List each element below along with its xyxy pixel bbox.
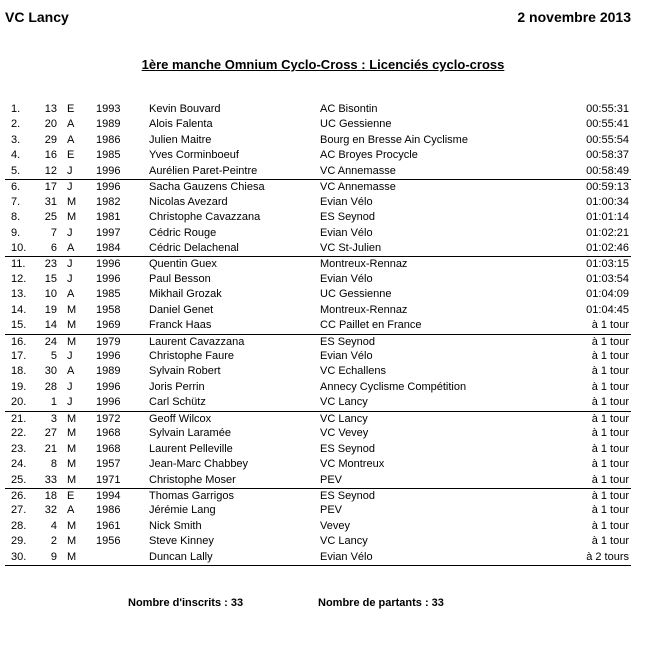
result-year: 1958 — [96, 303, 121, 316]
result-rank: 26. — [11, 489, 27, 502]
result-time: 01:03:15 — [586, 258, 629, 271]
result-row — [5, 272, 631, 287]
result-time: 00:58:49 — [586, 164, 629, 177]
result-club: Evian Vélo — [320, 272, 373, 285]
result-year: 1986 — [96, 133, 121, 146]
result-year: 1982 — [96, 195, 121, 208]
result-club: VC Lancy — [320, 535, 368, 548]
result-rank: 24. — [11, 458, 27, 471]
result-cat: M — [67, 303, 77, 316]
result-cat: J — [67, 226, 73, 239]
result-name: Julien Maitre — [149, 133, 212, 146]
result-rank: 18. — [11, 365, 27, 378]
result-rank: 29. — [11, 535, 27, 548]
result-club: PEV — [320, 504, 343, 517]
result-name: Sylvain Robert — [149, 365, 221, 378]
result-rank: 5. — [11, 164, 21, 177]
result-rank: 11. — [11, 258, 26, 271]
result-year: 1996 — [96, 350, 121, 362]
result-row — [5, 411, 631, 426]
result-bib: 33 — [44, 473, 57, 486]
result-rank: 16. — [11, 335, 27, 348]
result-club: PEV — [320, 473, 343, 486]
result-bib: 28 — [44, 380, 57, 393]
result-name: Carl Schütz — [149, 396, 206, 409]
result-club: Evian Vélo — [320, 550, 373, 563]
result-time: 00:55:31 — [586, 103, 629, 115]
result-year: 1985 — [96, 288, 121, 301]
result-time: 00:58:37 — [586, 149, 629, 162]
result-name: Sacha Gauzens Chiesa — [149, 181, 265, 194]
result-cat: M — [67, 473, 77, 486]
result-club: Montreux-Rennaz — [320, 303, 408, 316]
result-row — [5, 195, 631, 210]
result-year: 1979 — [96, 335, 121, 348]
result-year: 1981 — [96, 211, 121, 224]
result-rank: 22. — [11, 427, 27, 440]
result-time: 01:03:54 — [586, 272, 629, 285]
result-cat: A — [67, 133, 75, 146]
result-row — [5, 534, 631, 549]
result-cat: A — [67, 288, 75, 301]
result-name: Christophe Moser — [149, 473, 236, 486]
page-title: 1ère manche Omnium Cyclo-Cross : Licenciés cyclo-cross — [141, 57, 505, 72]
result-time: à 1 tour — [591, 335, 629, 348]
result-rank: 13. — [11, 288, 27, 301]
result-name: Joris Perrin — [149, 380, 205, 393]
result-club: Evian Vélo — [320, 195, 373, 208]
result-club: UC Gessienne — [320, 288, 392, 301]
result-time: à 2 tours — [586, 550, 629, 563]
result-year: 1996 — [96, 396, 121, 409]
result-bib: 27 — [44, 427, 57, 440]
result-rank: 1. — [11, 103, 21, 115]
result-club: Evian Vélo — [320, 350, 373, 362]
result-year: 1986 — [96, 504, 121, 517]
result-club: VC Annemasse — [320, 164, 396, 177]
result-row — [5, 550, 631, 566]
result-cat: J — [67, 258, 73, 271]
result-row — [5, 133, 631, 148]
result-cat: J — [67, 350, 73, 362]
result-rank: 23. — [11, 442, 27, 455]
result-row — [5, 287, 631, 302]
result-name: Christophe Cavazzana — [149, 211, 261, 224]
result-year: 1984 — [96, 241, 121, 254]
result-year: 1996 — [96, 258, 121, 271]
result-row — [5, 102, 631, 117]
organizer-name: VC Lancy — [5, 9, 69, 25]
result-rank: 25. — [11, 473, 27, 486]
result-bib: 25 — [44, 211, 57, 224]
result-rank: 12. — [11, 272, 27, 285]
result-cat: A — [67, 118, 75, 131]
result-club: ES Seynod — [320, 335, 376, 348]
result-cat: M — [67, 427, 77, 440]
result-row — [5, 395, 631, 410]
result-cat: M — [67, 519, 77, 532]
result-time: à 1 tour — [591, 489, 629, 502]
result-bib: 29 — [44, 133, 57, 146]
result-club: Evian Vélo — [320, 226, 373, 239]
result-row — [5, 241, 631, 256]
result-cat: J — [67, 380, 73, 393]
result-year: 1989 — [96, 118, 121, 131]
result-club: Bourg en Bresse Ain Cyclisme — [320, 133, 468, 146]
result-row — [5, 164, 631, 179]
result-year: 1985 — [96, 149, 121, 162]
result-time: 00:55:54 — [586, 133, 629, 146]
result-rank: 17. — [11, 350, 27, 362]
result-club: ES Seynod — [320, 489, 376, 502]
result-bib: 32 — [44, 504, 57, 517]
result-time: 01:01:14 — [586, 211, 629, 224]
result-name: Jean-Marc Chabbey — [149, 458, 249, 471]
result-time: à 1 tour — [591, 380, 629, 393]
result-cat: J — [67, 181, 73, 194]
result-name: Christophe Faure — [149, 350, 234, 362]
result-bib: 31 — [44, 195, 57, 208]
result-name: Thomas Garrigos — [149, 489, 234, 502]
result-name: Duncan Lally — [149, 550, 213, 563]
result-name: Aurélien Paret-Peintre — [149, 164, 258, 177]
result-cat: E — [67, 489, 75, 502]
result-club: VC Lancy — [320, 412, 368, 425]
result-name: Yves Corminboeuf — [149, 149, 239, 162]
result-club: ES Seynod — [320, 442, 376, 455]
result-name: Laurent Cavazzana — [149, 335, 245, 348]
result-row — [5, 426, 631, 441]
result-name: Paul Besson — [149, 272, 211, 285]
result-time: 00:59:13 — [586, 181, 629, 194]
result-rank: 6. — [11, 181, 21, 194]
result-time: à 1 tour — [591, 365, 629, 378]
result-bib: 6 — [50, 241, 57, 254]
result-name: Quentin Guex — [149, 258, 217, 271]
result-year: 1961 — [96, 519, 121, 532]
result-rank: 2. — [11, 118, 21, 131]
result-bib: 4 — [50, 519, 57, 532]
result-rank: 10. — [11, 241, 27, 254]
result-cat: M — [67, 458, 77, 471]
result-bib: 24 — [44, 335, 57, 348]
result-time: à 1 tour — [591, 504, 629, 517]
result-row — [5, 303, 631, 318]
result-row — [5, 256, 631, 271]
result-cat: M — [67, 412, 77, 425]
result-rank: 27. — [11, 504, 27, 517]
result-row — [5, 148, 631, 163]
result-name: Laurent Pelleville — [149, 442, 233, 455]
result-rank: 14. — [11, 303, 27, 316]
event-date: 2 novembre 2013 — [517, 9, 631, 25]
result-row — [5, 503, 631, 518]
result-time: à 1 tour — [591, 519, 629, 532]
result-bib: 23 — [44, 258, 57, 271]
result-bib: 1 — [50, 396, 57, 409]
result-cat: M — [67, 335, 77, 348]
result-cat: E — [67, 103, 75, 115]
result-cat: J — [67, 272, 73, 285]
result-bib: 20 — [44, 118, 57, 131]
result-name: Sylvain Laramée — [149, 427, 231, 440]
result-time: à 1 tour — [591, 319, 629, 332]
result-rank: 30. — [11, 550, 27, 563]
result-club: VC Montreux — [320, 458, 385, 471]
result-bib: 2 — [50, 535, 57, 548]
result-year: 1996 — [96, 380, 121, 393]
result-bib: 8 — [50, 458, 57, 471]
result-year: 1989 — [96, 365, 121, 378]
result-rank: 15. — [11, 319, 27, 332]
result-row — [5, 349, 631, 364]
result-bib: 16 — [44, 149, 57, 162]
result-club: VC Annemasse — [320, 181, 396, 194]
result-row — [5, 519, 631, 534]
result-rank: 9. — [11, 226, 21, 239]
result-bib: 5 — [50, 350, 57, 362]
result-year: 1968 — [96, 427, 121, 440]
result-time: 01:02:21 — [586, 226, 629, 239]
result-year: 1969 — [96, 319, 121, 332]
result-time: à 1 tour — [591, 442, 629, 455]
result-cat: M — [67, 211, 77, 224]
result-rank: 28. — [11, 519, 27, 532]
result-club: VC St-Julien — [320, 241, 382, 254]
results-table — [5, 102, 631, 566]
result-name: Cédric Delachenal — [149, 241, 239, 254]
result-club: UC Gessienne — [320, 118, 392, 131]
result-name: Alois Falenta — [149, 118, 213, 131]
result-cat: A — [67, 241, 75, 254]
result-row — [5, 117, 631, 132]
result-name: Nicolas Avezard — [149, 195, 228, 208]
result-name: Kevin Bouvard — [149, 103, 221, 115]
result-cat: M — [67, 442, 77, 455]
result-bib: 12 — [44, 164, 57, 177]
result-time: 01:04:45 — [586, 303, 629, 316]
result-club: VC Lancy — [320, 396, 368, 409]
result-rank: 7. — [11, 195, 21, 208]
result-time: 01:04:09 — [586, 288, 629, 301]
result-row — [5, 380, 631, 395]
result-bib: 19 — [44, 303, 57, 316]
result-time: 00:55:41 — [586, 118, 629, 131]
result-club: Montreux-Rennaz — [320, 258, 408, 271]
registered-count: Nombre d'inscrits : 33 — [128, 597, 244, 609]
result-rank: 8. — [11, 211, 21, 224]
result-time: à 1 tour — [591, 458, 629, 471]
result-name: Daniel Genet — [149, 303, 214, 316]
result-year: 1971 — [96, 473, 121, 486]
result-time: 01:02:46 — [586, 241, 629, 254]
result-row — [5, 457, 631, 472]
result-cat: E — [67, 149, 75, 162]
result-bib: 21 — [44, 442, 57, 455]
result-rank: 3. — [11, 133, 21, 146]
result-bib: 7 — [50, 226, 57, 239]
result-club: Annecy Cyclisme Compétition — [320, 380, 467, 393]
result-cat: J — [67, 164, 73, 177]
result-cat: M — [67, 535, 77, 548]
result-bib: 18 — [44, 489, 57, 502]
result-row — [5, 334, 631, 349]
result-time: à 1 tour — [591, 412, 629, 425]
result-row — [5, 210, 631, 225]
result-bib: 30 — [44, 365, 57, 378]
result-row — [5, 364, 631, 379]
result-year: 1994 — [96, 489, 121, 502]
result-cat: A — [67, 504, 75, 517]
result-cat: A — [67, 365, 75, 378]
result-rank: 21. — [11, 412, 27, 425]
result-rank: 4. — [11, 149, 21, 162]
result-club: VC Vevey — [320, 427, 369, 440]
result-row — [5, 442, 631, 457]
result-rank: 19. — [11, 380, 27, 393]
result-row — [5, 473, 631, 488]
result-name: Franck Haas — [149, 319, 212, 332]
result-cat: M — [67, 195, 77, 208]
result-cat: M — [67, 550, 77, 563]
result-year: 1996 — [96, 164, 121, 177]
result-time: à 1 tour — [591, 350, 629, 362]
result-bib: 15 — [44, 272, 57, 285]
result-row — [5, 318, 631, 333]
result-row — [5, 488, 631, 503]
result-bib: 14 — [44, 319, 57, 332]
result-club: CC Paillet en France — [320, 319, 422, 332]
result-row — [5, 179, 631, 194]
result-year: 1968 — [96, 442, 121, 455]
result-name: Cédric Rouge — [149, 226, 217, 239]
result-club: Vevey — [320, 519, 350, 532]
result-name: Mikhail Grozak — [149, 288, 222, 301]
result-cat: J — [67, 396, 73, 409]
result-year: 1996 — [96, 181, 121, 194]
result-time: à 1 tour — [591, 473, 629, 486]
result-year: 1972 — [96, 412, 121, 425]
result-name: Jérémie Lang — [149, 504, 216, 517]
result-club: AC Bisontin — [320, 103, 378, 115]
result-club: AC Broyes Procycle — [320, 149, 418, 162]
result-club: ES Seynod — [320, 211, 376, 224]
result-name: Steve Kinney — [149, 535, 214, 548]
result-time: 01:00:34 — [586, 195, 629, 208]
result-year: 1993 — [96, 103, 121, 115]
result-bib: 17 — [44, 181, 57, 194]
result-club: VC Echallens — [320, 365, 387, 378]
result-bib: 3 — [50, 412, 57, 425]
result-bib: 10 — [44, 288, 57, 301]
result-bib: 13 — [44, 103, 57, 115]
result-time: à 1 tour — [591, 535, 629, 548]
result-year: 1996 — [96, 272, 121, 285]
result-bib: 9 — [50, 550, 57, 563]
result-time: à 1 tour — [591, 427, 629, 440]
result-year: 1957 — [96, 458, 121, 471]
result-name: Geoff Wilcox — [149, 412, 212, 425]
result-name: Nick Smith — [149, 519, 202, 532]
result-cat: M — [67, 319, 77, 332]
starters-count: Nombre de partants : 33 — [318, 597, 444, 609]
result-rank: 20. — [11, 396, 27, 409]
result-year: 1956 — [96, 535, 121, 548]
result-time: à 1 tour — [591, 396, 629, 409]
result-year: 1997 — [96, 226, 121, 239]
result-row — [5, 226, 631, 241]
